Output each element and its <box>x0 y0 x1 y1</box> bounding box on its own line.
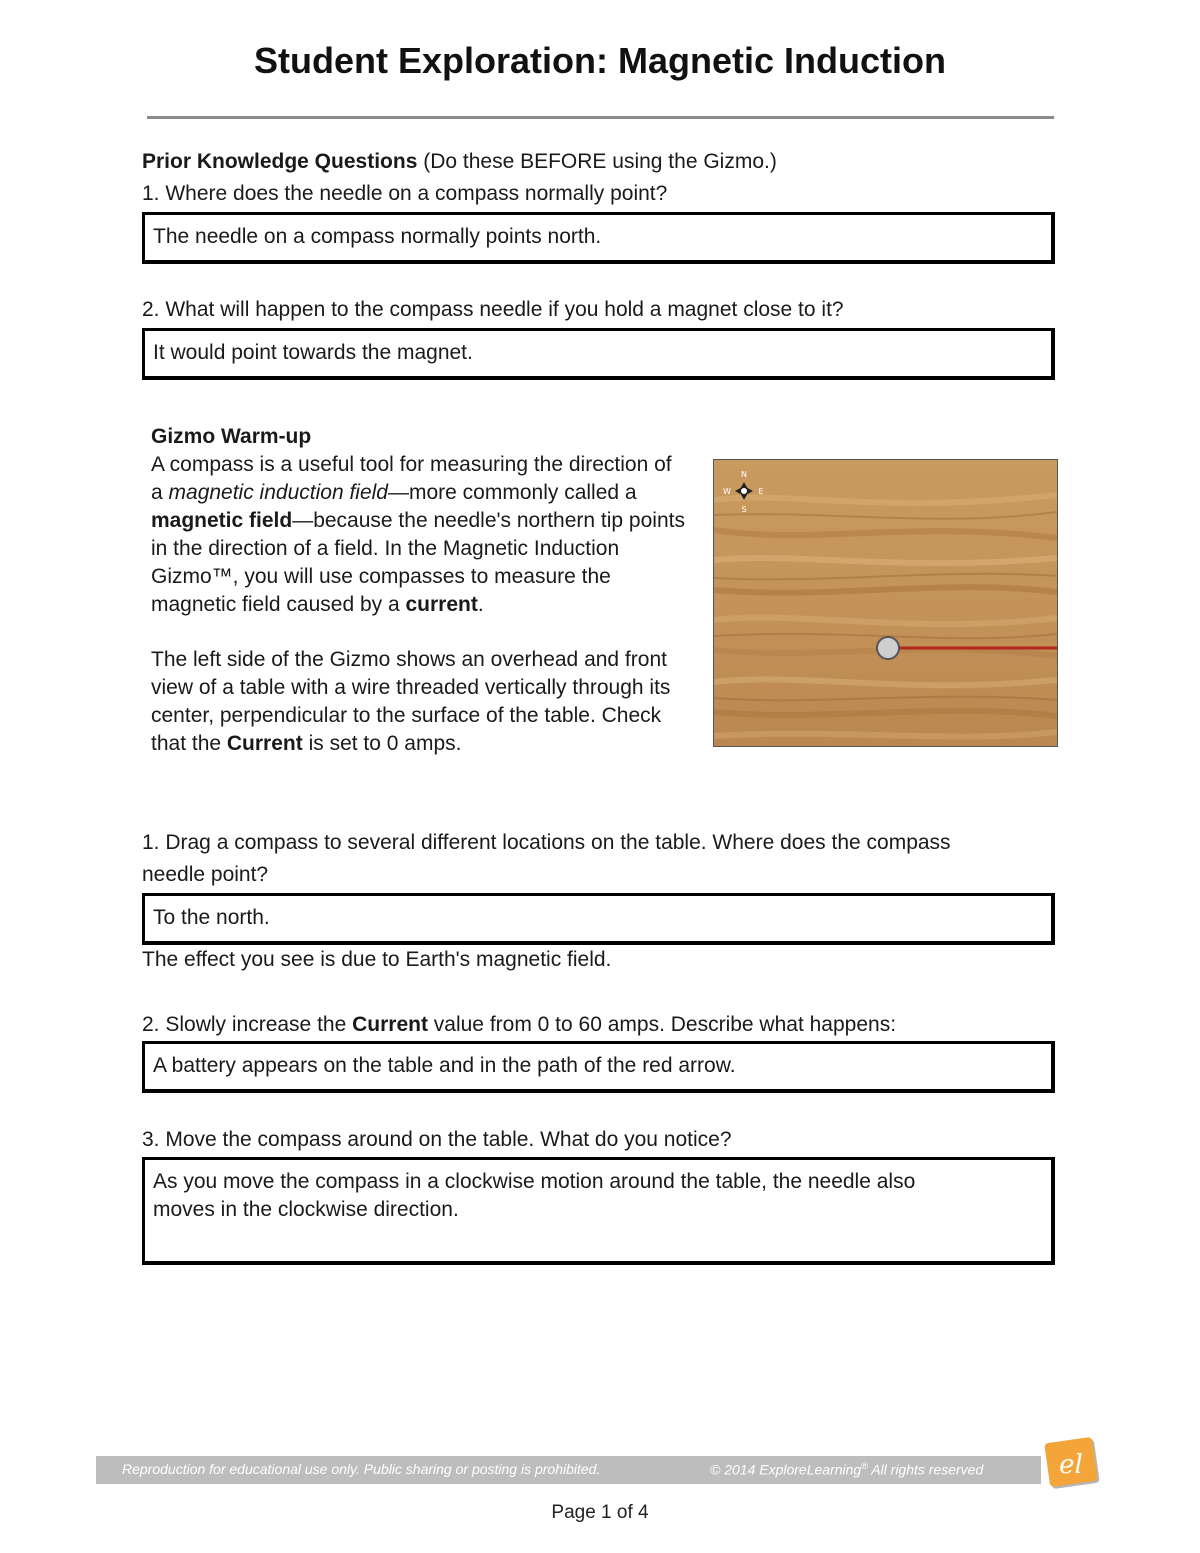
footer-copyright-text: © 2014 ExploreLearning <box>710 1461 862 1478</box>
term-current-setting: Current <box>226 732 303 755</box>
compass-label-e: E <box>758 487 764 496</box>
compass-label-w: W <box>723 487 731 496</box>
activity-answer-3-box[interactable] <box>142 1157 1055 1265</box>
gizmo-table-image <box>713 459 1058 747</box>
activity-answer-2-box[interactable] <box>142 1041 1055 1093</box>
footer-notice-band <box>96 1456 1041 1484</box>
activity-answer-2: A battery appears on the table and in the path of the red arrow. <box>153 1054 736 1077</box>
term-magnetic-field: magnetic field <box>151 509 293 532</box>
activity-answer-3-line-2: moves in the clockwise direction. <box>153 1198 459 1221</box>
prior-knowledge-heading: Prior Knowledge Questions <box>142 150 418 173</box>
earth-field-note: The effect you see is due to Earth's magnetic field. <box>142 948 612 971</box>
compass-label-n: N <box>741 470 747 479</box>
warmup-p1-text: —because the needle's northern tip points in the direction of a field. In the Magnetic Induction Gizmo™, you will use compasses to measure the magnetic field caused by a <box>151 509 685 616</box>
warmup-paragraph-1 <box>151 451 686 619</box>
activity-question-3: 3. Move the compass around on the table. What do you notice? <box>142 1128 732 1151</box>
warmup-section <box>151 423 686 758</box>
footer-registered-mark: ® <box>861 1461 868 1471</box>
activity-answer-1-box[interactable] <box>142 893 1055 945</box>
prior-answer-2: It would point towards the magnet. <box>153 341 473 364</box>
footer-notice: Reproduction for educational use only. Public sharing or posting is prohibited. <box>122 1461 601 1477</box>
prior-answer-2-box[interactable] <box>142 328 1055 380</box>
prior-knowledge-instruction: (Do these BEFORE using the Gizmo.) <box>417 150 777 173</box>
activity-question-2-text: 2. Slowly increase the <box>142 1013 353 1036</box>
logo-text: el <box>1059 1450 1083 1480</box>
wire-cross-section <box>877 637 899 659</box>
footer-rights-text: All rights reserved <box>867 1461 984 1478</box>
explorelearning-logo-icon <box>1043 1436 1105 1492</box>
term-current: current <box>405 593 478 616</box>
prior-answer-1-box[interactable] <box>142 212 1055 264</box>
warmup-p1-text: . <box>477 593 484 616</box>
activity-question-1-line-2: needle point? <box>142 863 269 886</box>
activity-question-2-term: Current <box>352 1013 428 1036</box>
activity-question-1-line-1: 1. Drag a compass to several different locations on the table. Where does the compass <box>142 831 951 854</box>
activity-answer-3-line-1: As you move the compass in a clockwise motion around the table, the needle also <box>153 1170 916 1193</box>
warmup-p1-text: —more commonly called a <box>387 481 637 504</box>
prior-answer-1: The needle on a compass normally points north. <box>153 225 602 248</box>
warmup-heading: Gizmo Warm-up <box>151 425 312 448</box>
warmup-p2-text: is set to 0 amps. <box>302 732 462 755</box>
activity-answer-1: To the north. <box>153 906 270 929</box>
term-magnetic-induction-field: magnetic induction field <box>168 481 388 504</box>
title-divider <box>147 116 1054 119</box>
prior-question-2: 2. What will happen to the compass needle if you hold a magnet close to it? <box>142 298 844 321</box>
activity-question-2 <box>142 1011 896 1039</box>
footer-copyright <box>710 1461 983 1478</box>
activity-question-2-text: value from 0 to 60 amps. Describe what happens: <box>427 1013 897 1036</box>
page-title: Student Exploration: Magnetic Induction <box>254 40 946 81</box>
warmup-p2-text: The left side of the Gizmo shows an overhead and front view of a table with a wire threaded vertically through its center, perpendicular to the surface of the table. Check that the <box>151 648 671 755</box>
page-number: Page 1 of 4 <box>551 1502 649 1523</box>
warmup-paragraph-2 <box>151 646 686 758</box>
prior-knowledge-heading-line <box>142 148 777 176</box>
prior-question-1: 1. Where does the needle on a compass normally point? <box>142 182 668 205</box>
warmup-p1-text: A compass is a useful tool for measuring the direction of a <box>151 453 672 504</box>
compass-label-s: S <box>741 505 747 514</box>
